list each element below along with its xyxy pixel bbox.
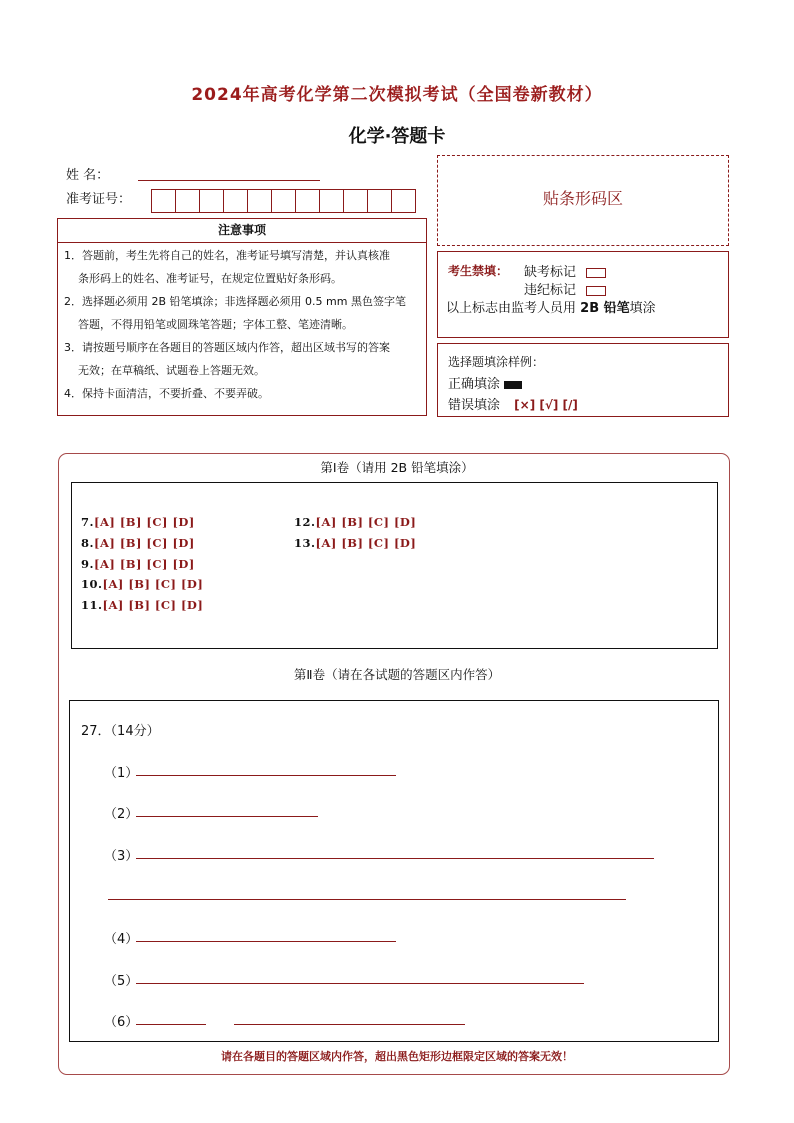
forbidden-box [437, 251, 729, 338]
notice-line: 无效；在草稿纸、试题卷上答题无效。 [78, 364, 265, 377]
q27-part-6-line-2[interactable] [234, 1024, 465, 1025]
choice-question-13[interactable]: 13.[A] [B] [C] [D] [294, 536, 417, 550]
id-cell[interactable] [223, 189, 248, 213]
card-subtitle: 化学·答题卡 [348, 126, 446, 147]
q27-part-1-line[interactable] [136, 775, 396, 776]
absent-mark-label: 缺考标记 [524, 265, 577, 280]
id-cell[interactable] [175, 189, 200, 213]
q27-part-3-label: （3） [104, 849, 139, 864]
id-cell[interactable] [367, 189, 392, 213]
forbidden-note: 以上标志由监考人员用 2B 铅笔填涂 [446, 301, 656, 316]
absent-mark-box[interactable] [586, 268, 606, 278]
id-cell[interactable] [247, 189, 272, 213]
q27-part-1-label: （1） [104, 766, 139, 781]
notice-box [57, 242, 427, 416]
id-cell[interactable] [319, 189, 344, 213]
section2-title: 第Ⅱ卷（请在各试题的答题区内作答） [293, 667, 501, 682]
q27-part-2-line[interactable] [136, 816, 318, 817]
notice-line: 4．保持卡面清洁，不要折叠、不要弄破。 [64, 387, 269, 400]
choice-question-7[interactable]: 7.[A] [B] [C] [D] [81, 515, 195, 529]
notice-line: 3．请按题号顺序在各题目的答题区域内作答，超出区域书写的答案 [64, 341, 390, 354]
barcode-label: 贴条形码区 [542, 189, 623, 208]
q27-part-4-line[interactable] [136, 941, 396, 942]
correct-fill-sample [504, 381, 522, 389]
q27-part-2-label: （2） [104, 807, 139, 822]
wrong-fill-samples: [×] [√] [/] [514, 398, 578, 412]
q27-part-3-line-2[interactable] [108, 899, 626, 900]
violation-mark-box[interactable] [586, 286, 606, 296]
q27-part-6-line[interactable] [136, 1024, 206, 1025]
id-cell[interactable] [271, 189, 296, 213]
q27-part-6-label: （6） [104, 1015, 139, 1030]
fill-example-box [437, 343, 729, 417]
choice-question-9[interactable]: 9.[A] [B] [C] [D] [81, 557, 195, 571]
name-label: 姓 名： [66, 168, 110, 183]
name-field[interactable] [138, 166, 320, 181]
id-cell[interactable] [151, 189, 176, 213]
correct-fill-label: 正确填涂 [448, 377, 501, 392]
barcode-area [437, 155, 729, 246]
q27-answer-area [69, 700, 719, 1042]
q27-part-5-line[interactable] [136, 983, 584, 984]
notice-heading: 注意事项 [217, 223, 266, 237]
notice-line: 1．答题前，考生先将自己的姓名，准考证号填写清楚，并认真核准 [64, 249, 390, 262]
notice-line: 2．选择题必须用 2B 铅笔填涂；非选择题必须用 0.5 mm 黑色签字笔 [64, 295, 406, 308]
notice-header [57, 218, 427, 243]
notice-line: 答题，不得用铅笔或圆珠笔答题；字体工整、笔迹清晰。 [78, 318, 353, 331]
notice-line: 条形码上的姓名、准考证号，在规定位置贴好条形码。 [78, 272, 342, 285]
choice-question-12[interactable]: 12.[A] [B] [C] [D] [294, 515, 417, 529]
q27-part-4-label: （4） [104, 932, 139, 947]
forbidden-label: 考生禁填： [448, 264, 509, 278]
wrong-fill-label: 错误填涂 [448, 398, 501, 413]
footer-warning: 请在各题目的答题区域内作答，超出黑色矩形边框限定区域的答案无效！ [221, 1050, 573, 1063]
choice-question-11[interactable]: 11.[A] [B] [C] [D] [81, 598, 204, 612]
id-label: 准考证号： [66, 192, 132, 207]
q27-part-3-line[interactable] [136, 858, 654, 859]
q27-label: 27．（14分） [81, 724, 160, 739]
exam-id-grid[interactable] [151, 189, 416, 213]
id-cell[interactable] [199, 189, 224, 213]
violation-mark-label: 违纪标记 [524, 283, 577, 298]
page-title: 2024年高考化学第二次模拟考试（全国卷新教材） [191, 85, 603, 105]
fill-example-title: 选择题填涂样例： [448, 355, 545, 369]
id-cell[interactable] [295, 189, 320, 213]
id-cell[interactable] [343, 189, 368, 213]
id-cell[interactable] [391, 189, 416, 213]
choice-question-10[interactable]: 10.[A] [B] [C] [D] [81, 577, 204, 591]
q27-part-5-label: （5） [104, 974, 139, 989]
section1-title: 第Ⅰ卷（请用 2B 铅笔填涂） [320, 460, 474, 475]
choice-question-8[interactable]: 8.[A] [B] [C] [D] [81, 536, 195, 550]
